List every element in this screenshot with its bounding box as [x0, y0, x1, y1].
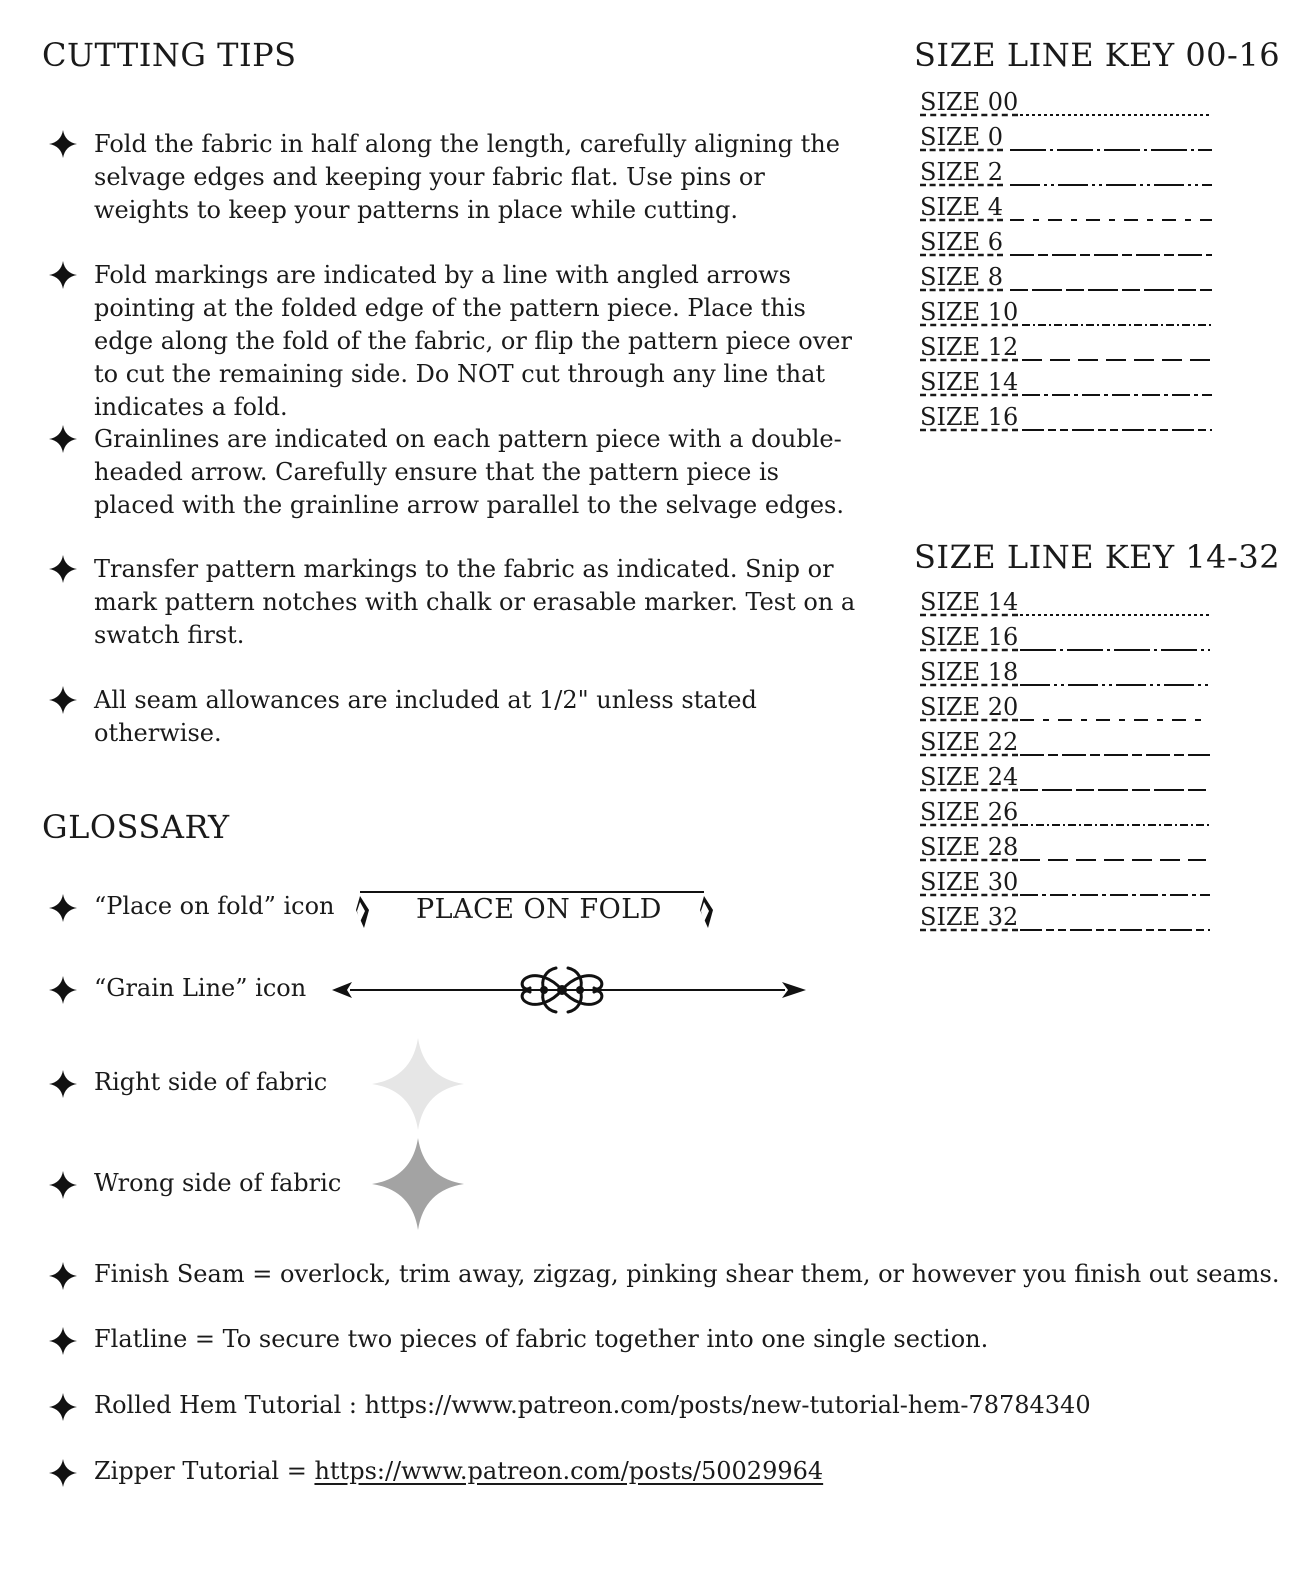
star-bullet-icon: [48, 1261, 78, 1291]
size-line-swatch: [1022, 357, 1210, 363]
size-line-swatch: [1020, 787, 1210, 793]
size-line-swatch: [1020, 927, 1210, 933]
glossary-text: Finish Seam = overlock, trim away, zigzag, pinking shear them, or however you finish out seams.: [94, 1260, 1280, 1288]
cutting-tip-text: Fold the fabric in half along the length, carefully aligning the selvage edges and keeping your fabric flat. Use pins or weights to keep your patterns in place while cutting.: [94, 130, 840, 224]
glossary-item-place-on-fold: [44, 890, 335, 923]
size-line-row: [920, 588, 1220, 623]
size-label: SIZE 16: [920, 623, 1019, 651]
size-label: SIZE 14: [920, 588, 1019, 616]
glossary-label: “Place on fold” icon: [94, 892, 335, 920]
size-key-list-00-16: [920, 88, 1220, 438]
glossary-label: Wrong side of fabric: [94, 1169, 342, 1197]
glossary-text: [94, 1455, 823, 1488]
size-line-swatch: [1020, 647, 1210, 653]
size-label: SIZE 4: [920, 193, 1004, 221]
size-line-swatch: [1010, 287, 1212, 293]
size-label: SIZE 10: [920, 298, 1019, 326]
size-line-row: [920, 193, 1220, 228]
size-line-swatch: [1020, 612, 1210, 618]
size-line-swatch: [1022, 392, 1212, 398]
star-bullet-icon: [48, 975, 78, 1005]
star-bullet-icon: [48, 1170, 78, 1200]
glossary-heading: GLOSSARY: [42, 808, 230, 846]
size-line-swatch: [1010, 217, 1212, 223]
cutting-tip-item: [44, 553, 864, 652]
glossary-text: Rolled Hem Tutorial : https://www.patreon.com/posts/new-tutorial-hem-78784340: [94, 1391, 1091, 1419]
zipper-prefix: Zipper Tutorial =: [94, 1457, 315, 1485]
size-key-heading-14-32: SIZE LINE KEY 14-32: [914, 538, 1281, 576]
size-line-row: [920, 88, 1220, 123]
star-bullet-icon: [48, 129, 78, 159]
size-line-row: [920, 833, 1220, 868]
zipper-tutorial-link[interactable]: https://www.patreon.com/posts/50029964: [314, 1457, 824, 1485]
size-label: SIZE 12: [920, 333, 1019, 361]
size-line-row: [920, 693, 1220, 728]
grain-line-icon: [330, 960, 810, 1020]
star-bullet-icon: [48, 893, 78, 923]
cutting-tip-item: [44, 259, 864, 424]
size-line-swatch: [1020, 892, 1210, 898]
size-label: SIZE 6: [920, 228, 1004, 256]
size-line-swatch: [1020, 682, 1210, 688]
size-line-swatch: [1020, 822, 1210, 828]
size-label: SIZE 32: [920, 903, 1019, 931]
star-bullet-icon: [48, 1392, 78, 1422]
size-label: SIZE 2: [920, 158, 1004, 186]
size-line-row: [920, 763, 1220, 798]
size-key-heading-00-16: SIZE LINE KEY 00-16: [914, 36, 1281, 74]
glossary-label: Right side of fabric: [94, 1068, 328, 1096]
glossary-item-right-side: [44, 1066, 327, 1099]
place-on-fold-icon: [350, 884, 720, 934]
size-label: SIZE 18: [920, 658, 1019, 686]
size-line-swatch: [1010, 147, 1212, 153]
size-line-row: [920, 623, 1220, 658]
size-line-row: [920, 123, 1220, 158]
size-line-swatch: [1010, 252, 1212, 258]
size-line-row: [920, 333, 1220, 368]
size-line-row: [920, 658, 1220, 693]
star-bullet-icon: [48, 1458, 78, 1488]
size-label: SIZE 28: [920, 833, 1019, 861]
glossary-text: Flatline = To secure two pieces of fabric together into one single section.: [94, 1325, 989, 1353]
size-line-swatch: [1022, 322, 1212, 328]
size-label: SIZE 22: [920, 728, 1019, 756]
size-key-list-14-32: [920, 588, 1220, 938]
cutting-tips-heading: CUTTING TIPS: [42, 36, 297, 74]
size-label: SIZE 0: [920, 123, 1004, 151]
cutting-tip-item: [44, 423, 864, 522]
size-line-swatch: [1020, 752, 1210, 758]
size-line-row: [920, 368, 1220, 403]
size-line-row: [920, 903, 1220, 938]
glossary-item-flatline: [44, 1323, 988, 1356]
size-label: SIZE 00: [920, 88, 1019, 116]
star-bullet-icon: [48, 424, 78, 454]
size-line-row: [920, 798, 1220, 833]
glossary-item-finish-seam: [44, 1258, 1280, 1291]
cutting-tip-text: All seam allowances are included at 1/2" unless stated otherwise.: [94, 686, 757, 747]
cutting-tip-item: [44, 684, 864, 750]
place-on-fold-text: PLACE ON FOLD: [416, 894, 662, 925]
cutting-tip-item: [44, 128, 864, 227]
wrong-side-fabric-icon: [372, 1138, 464, 1230]
star-bullet-icon: [48, 554, 78, 584]
right-side-fabric-icon: [372, 1038, 464, 1130]
star-bullet-icon: [48, 1069, 78, 1099]
size-line-row: [920, 403, 1220, 438]
size-line-row: [920, 298, 1220, 333]
size-line-swatch: [1020, 717, 1210, 723]
size-label: SIZE 16: [920, 403, 1019, 431]
size-line-row: [920, 263, 1220, 298]
glossary-item-rolled-hem: [44, 1389, 1091, 1422]
star-bullet-icon: [48, 1326, 78, 1356]
glossary-label: “Grain Line” icon: [94, 974, 307, 1002]
size-line-swatch: [1020, 112, 1212, 118]
size-label: SIZE 14: [920, 368, 1019, 396]
size-line-row: [920, 728, 1220, 763]
star-bullet-icon: [48, 260, 78, 290]
size-label: SIZE 20: [920, 693, 1019, 721]
size-line-swatch: [1020, 857, 1206, 863]
glossary-item-zipper: [44, 1455, 823, 1488]
size-label: SIZE 26: [920, 798, 1019, 826]
size-line-swatch: [1022, 427, 1212, 433]
glossary-item-wrong-side: [44, 1167, 341, 1200]
size-line-swatch: [1010, 182, 1212, 188]
cutting-tip-text: Grainlines are indicated on each pattern piece with a double-headed arrow. Carefully ensure that the pattern piece is placed with the grainline arrow parallel to the selvage edges.: [94, 425, 844, 519]
size-label: SIZE 8: [920, 263, 1004, 291]
size-line-row: [920, 158, 1220, 193]
glossary-item-grain-line: [44, 972, 306, 1005]
size-label: SIZE 24: [920, 763, 1019, 791]
size-line-row: [920, 868, 1220, 903]
cutting-tip-text: Fold markings are indicated by a line with angled arrows pointing at the folded edge of the pattern piece. Place this edge along the fold of the fabric, or flip the pattern piece over to cut the remaining side. Do NOT cut through any line that indicates a fold.: [94, 261, 852, 421]
size-label: SIZE 30: [920, 868, 1019, 896]
cutting-tip-text: Transfer pattern markings to the fabric as indicated. Snip or mark pattern notches with chalk or erasable marker. Test on a swatch first.: [94, 555, 856, 649]
star-bullet-icon: [48, 685, 78, 715]
size-line-row: [920, 228, 1220, 263]
